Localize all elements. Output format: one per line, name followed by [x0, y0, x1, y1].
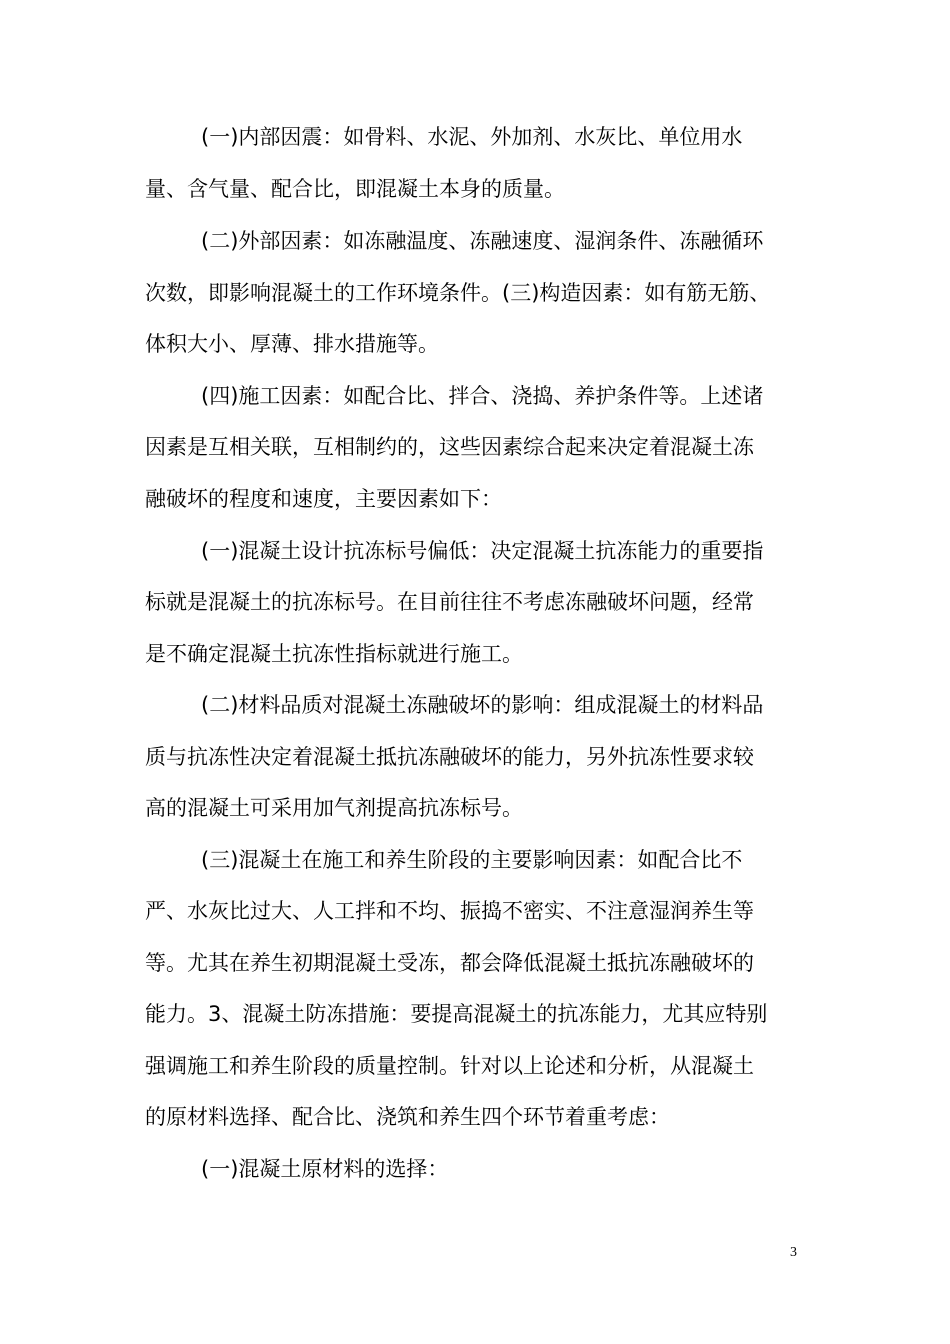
paragraph-line: (四)施工因素：如配合比、拌合、浇捣、养护条件等。上述诸	[201, 384, 764, 408]
paragraph-line: 因素是互相关联，互相制约的，这些因素综合起来决定着混凝土冻	[145, 435, 754, 459]
paragraph-line: (一)内部因震：如骨料、水泥、外加剂、水灰比、单位用水	[201, 125, 743, 149]
paragraph-line: 融破坏的程度和速度，主要因素如下：	[145, 487, 502, 511]
paragraph-line: (二)材料品质对混凝土冻融破坏的影响：组成混凝土的材料品	[201, 693, 764, 717]
paragraph-line: (一)混凝土设计抗冻标号偏低：决定混凝土抗冻能力的重要指	[201, 539, 764, 563]
paragraph-line: (一)混凝土原材料的选择：	[201, 1157, 449, 1181]
paragraph-line: 标就是混凝土的抗冻标号。在目前往往不考虑冻融破坏问题，经常	[145, 590, 754, 614]
paragraph-line: 能力。3、混凝土防冻措施：要提高混凝土的抗冻能力，尤其应特别	[145, 1002, 768, 1026]
paragraph-line: 是不确定混凝土抗冻性指标就进行施工。	[145, 642, 523, 666]
paragraph-line: 质与抗冻性决定着混凝土抵抗冻融破坏的能力，另外抗冻性要求较	[145, 745, 754, 769]
paragraph-line: 等。尤其在养生初期混凝土受冻，都会降低混凝土抵抗冻融破坏的	[145, 951, 754, 975]
paragraph-line: 次数，即影响混凝土的工作环境条件。(三)构造因素：如有筋无筋、	[145, 281, 771, 305]
page-number: 3	[790, 1245, 797, 1260]
paragraph-line: 量、含气量、配合比，即混凝土本身的质量。	[145, 177, 565, 201]
paragraph-line: 强调施工和养生阶段的质量控制。针对以上论述和分析，从混凝土	[145, 1054, 754, 1078]
paragraph-line: 高的混凝土可采用加气剂提高抗冻标号。	[145, 796, 523, 820]
paragraph-line: 的原材料选择、配合比、浇筑和养生四个环节着重考虑：	[145, 1105, 670, 1129]
paragraph-line: 体积大小、厚薄、排水措施等。	[145, 332, 439, 356]
paragraph-line: (二)外部因素：如冻融温度、冻融速度、湿润条件、冻融循环	[201, 229, 764, 253]
paragraph-line: (三)混凝土在施工和养生阶段的主要影响因素：如配合比不	[201, 848, 743, 872]
paragraph-line: 严、水灰比过大、人工拌和不均、振捣不密实、不注意湿润养生等	[145, 899, 754, 923]
